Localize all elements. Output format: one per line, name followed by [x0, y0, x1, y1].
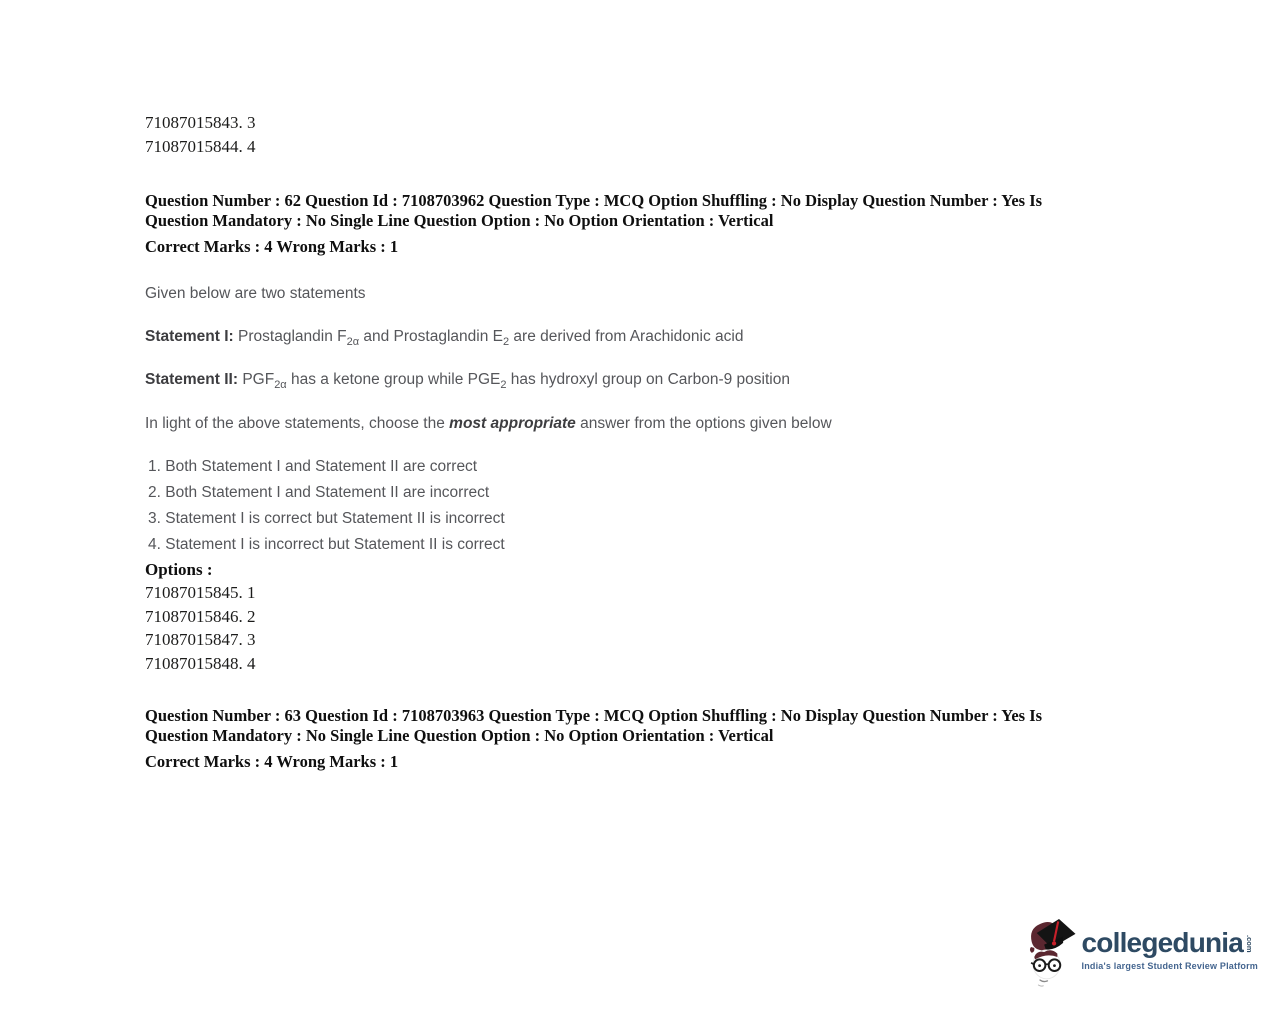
question-62-option-ids [145, 581, 1155, 675]
emphasized-phrase: most appropriate [449, 415, 576, 432]
logo-text [1082, 928, 1258, 971]
marks-line: Correct Marks : 4 Wrong Marks : 1 [145, 237, 399, 256]
answer-choice-3: 3. Statement I is correct but Statement II is incorrect [148, 510, 505, 527]
answer-choice-4: 4. Statement I is incorrect but Statement II is correct [148, 536, 505, 553]
marks-line: Correct Marks : 4 Wrong Marks : 1 [145, 752, 399, 771]
question-intro: Given below are two statements [145, 285, 366, 302]
question-62-metadata [145, 191, 1155, 257]
logo-wordmark: collegedunia [1081, 927, 1244, 958]
statement-1: Statement I: Prostaglandin $F_{2\alpha}$ and Prostaglandin $E_2$ are derived from Arachidonic acid [145, 328, 744, 349]
question-prompt: In light of the above statements, choose the most appropriate answer from the options given below [145, 415, 832, 432]
statement-1-label: Statement I: [145, 328, 234, 345]
question-63-metadata [145, 706, 1155, 772]
logo-tagline: India's largest Student Review Platform [1081, 961, 1258, 971]
statement-2-label: Statement II: [145, 371, 239, 388]
metadata-line-1: Question Number : 62 Question Id : 7108703962 Question Type : MCQ Option Shuffling : No Display Question Number : Yes Is [145, 191, 1043, 210]
option-id-line: 71087015843. 3 [145, 113, 256, 132]
answer-choice-2: 2. Both Statement I and Statement II are incorrect [148, 484, 490, 501]
option-id-line: 71087015847. 3 [145, 630, 256, 649]
option-id-line: 71087015845. 1 [145, 583, 256, 602]
metadata-line-2: Question Mandatory : No Single Line Question Option : No Option Orientation : Vertical [145, 211, 774, 230]
option-id-line: 71087015848. 4 [145, 653, 256, 673]
logo-domain: .com [1245, 935, 1255, 953]
document-page [145, 111, 1155, 772]
answer-choice-1: 1. Both Statement I and Statement II are correct [148, 458, 478, 475]
option-id-line: 71087015844. 4 [145, 136, 256, 156]
metadata-line-1: Question Number : 63 Question Id : 7108703963 Question Type : MCQ Option Shuffling : No Display Question Number : Yes Is [145, 706, 1043, 725]
answer-choices [145, 454, 1155, 558]
option-id-line: 71087015846. 2 [145, 606, 256, 626]
statement-2: Statement II: $PGF_{2\alpha}$ has a ketone group while $PGE_2$ has hydroxyl group on Carbon-9 position [145, 371, 790, 392]
collegedunia-logo [1026, 906, 1258, 1004]
collegedunia-mascot-icon [1026, 906, 1076, 998]
previous-question-option-ids [145, 111, 1155, 158]
options-label: Options : [145, 560, 213, 579]
metadata-line-2: Question Mandatory : No Single Line Question Option : No Option Orientation : Vertical [145, 726, 774, 745]
